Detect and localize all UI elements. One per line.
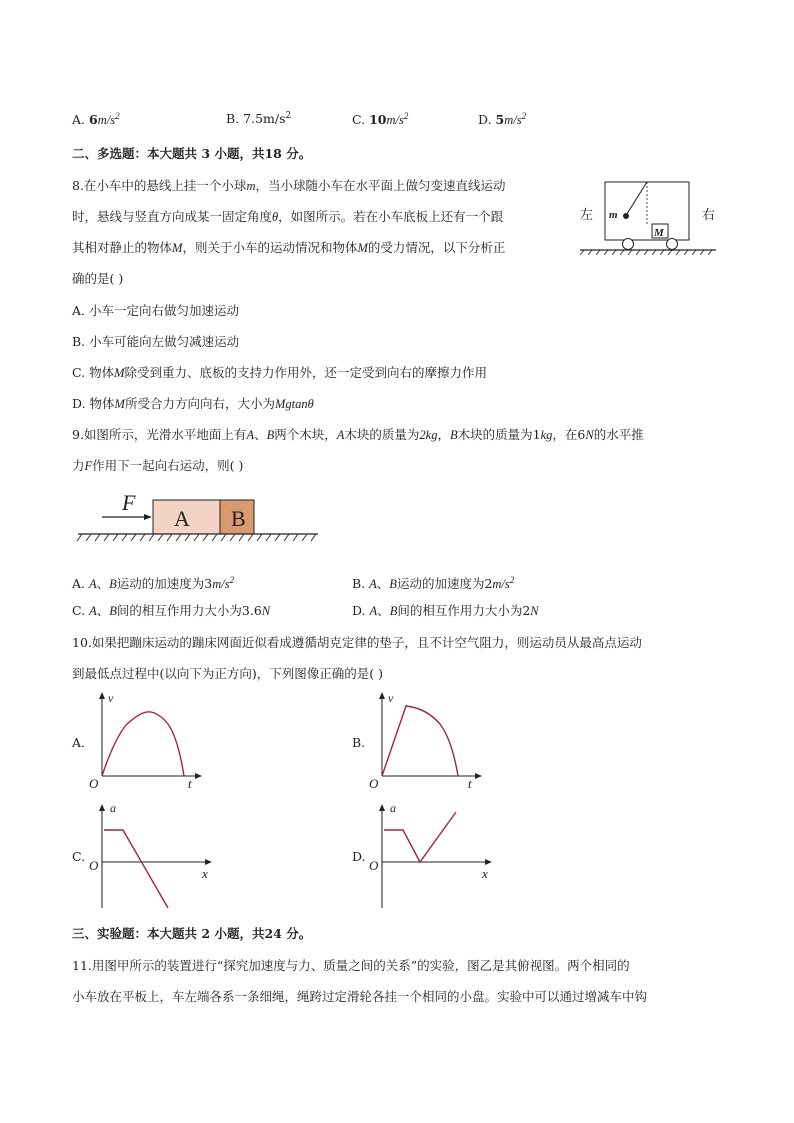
x-axis-arrow [485,859,492,865]
q10-option-b-label: B. [352,735,366,750]
v-axis-label: v [108,691,114,705]
q8-option-d: D. 物体M所受合力方向向右，大小为Mgtanθ [72,396,314,411]
section-3-heading: 三、实验题：本大题共 2 小题，共24 分。 [72,926,312,941]
fig-left-label: 左 [580,207,594,222]
fig-M-label: M [654,227,664,239]
wheel-right [667,239,678,250]
q9-option-c: C. A、B间的相互作用力大小为3.6N [72,603,271,618]
q8-line-2: 时，悬线与竖直方向成某一固定角度θ，如图所示。若在小车底板上还有一个跟 [72,209,504,224]
x-axis-label: x [482,866,488,881]
wheel-left [623,239,634,250]
v-axis-label: v [388,691,394,705]
q10-graph-a [86,690,206,790]
q8-option-b: B. 小车可能向左做匀减速运动 [72,334,240,349]
q10-graph-b [366,690,486,790]
suspension-string [625,182,647,217]
q11-line-1: 11.用图甲所示的装置进行“探究加速度与力、质量之间的关系”的实验，图乙是其俯视图。两个相同的 [72,958,630,973]
q9-blocks-figure [74,488,324,548]
curve [102,712,184,776]
q10-option-a-label: A. [72,735,86,750]
q7-option-c: C. $10m/s^2$ [352,111,409,128]
a-axis-label: a [390,801,396,815]
fig-m-label: m [609,209,618,221]
q8-line-1: 8.在小车中的悬线上挂一个小球m，当小球随小车在水平面上做匀变速直线运动 [72,178,506,193]
t-axis-label: t [468,776,472,791]
curve [382,706,458,776]
q8-cart-figure [578,178,718,258]
fig-A-label: A [174,506,190,531]
section-2-heading: 二、多选题：本大题共 3 小题，共18 分。 [72,146,312,161]
x-axis-label: x [202,866,208,881]
q10-option-c-label: C. [72,849,86,864]
q8-line-4: 确的是( ) [72,271,124,286]
y-axis-arrow [379,692,385,699]
force-arrowhead [144,514,152,520]
q7-option-b: B. $7.5m/s^2$ [226,111,292,127]
fig-B-label: B [231,506,246,531]
q7-option-d: D. $5m/s^2$ [478,111,527,128]
a-axis-label: a [110,801,116,815]
q9-option-b: B. A、B运动的加速度为$2m/s^2$ [352,575,515,592]
y-axis-arrow [379,804,385,811]
x-axis-arrow [195,773,202,779]
origin-label: O [89,776,99,791]
q7-option-a: A. $6m/s^2$ [72,111,120,128]
q10-graph-d [366,798,496,913]
origin-label: O [369,858,379,873]
q9-option-d: D. A、B间的相互作用力大小为2N [352,603,539,618]
fig-F-label: F [122,490,136,515]
q10-line-2: 到最低点过程中(以向下为正方向)，下列图像正确的是( ) [72,666,383,681]
y-axis-arrow [99,804,105,811]
q9-line-1: 9.如图所示，光滑水平地面上有A、B两个木块，A木块的质量为2kg，B木块的质量为1kg，在6N的水平推 [72,427,644,442]
origin-label: O [89,858,99,873]
curve [384,812,456,862]
ground-hatching [580,250,712,255]
q9-option-a: A. A、B运动的加速度为$3m/s^2$ [72,575,235,592]
curve [104,830,168,908]
q8-option-a: A. 小车一定向右做匀加速运动 [72,303,239,318]
x-axis-arrow [475,773,482,779]
origin-label: O [369,776,379,791]
t-axis-label: t [188,776,192,791]
x-axis-arrow [205,859,212,865]
ground-hatching [77,534,316,541]
q10-option-d-label: D. [352,849,366,864]
small-ball [623,213,629,219]
q10-graph-c [86,798,216,913]
q8-option-c: C. 物体M除受到重力、底板的支持力作用外，还一定受到向右的摩擦力作用 [72,365,488,380]
y-axis-arrow [99,692,105,699]
q11-line-2: 小车放在平板上，车左端各系一条细绳，绳跨过定滑轮各挂一个相同的小盘。实验中可以通过增减车中钩 [72,989,648,1004]
q8-line-3: 其相对静止的物体M，则关于小车的运动情况和物体M的受力情况，以下分析正 [72,240,506,255]
q10-line-1: 10.如果把蹦床运动的蹦床网面近似看成遵循胡克定律的垫子，且不计空气阻力，则运动员从最高点运动 [72,635,642,650]
fig-right-label: 右 [702,207,716,222]
q9-line-2: 力F作用下一起向右运动，则( ) [72,458,244,473]
